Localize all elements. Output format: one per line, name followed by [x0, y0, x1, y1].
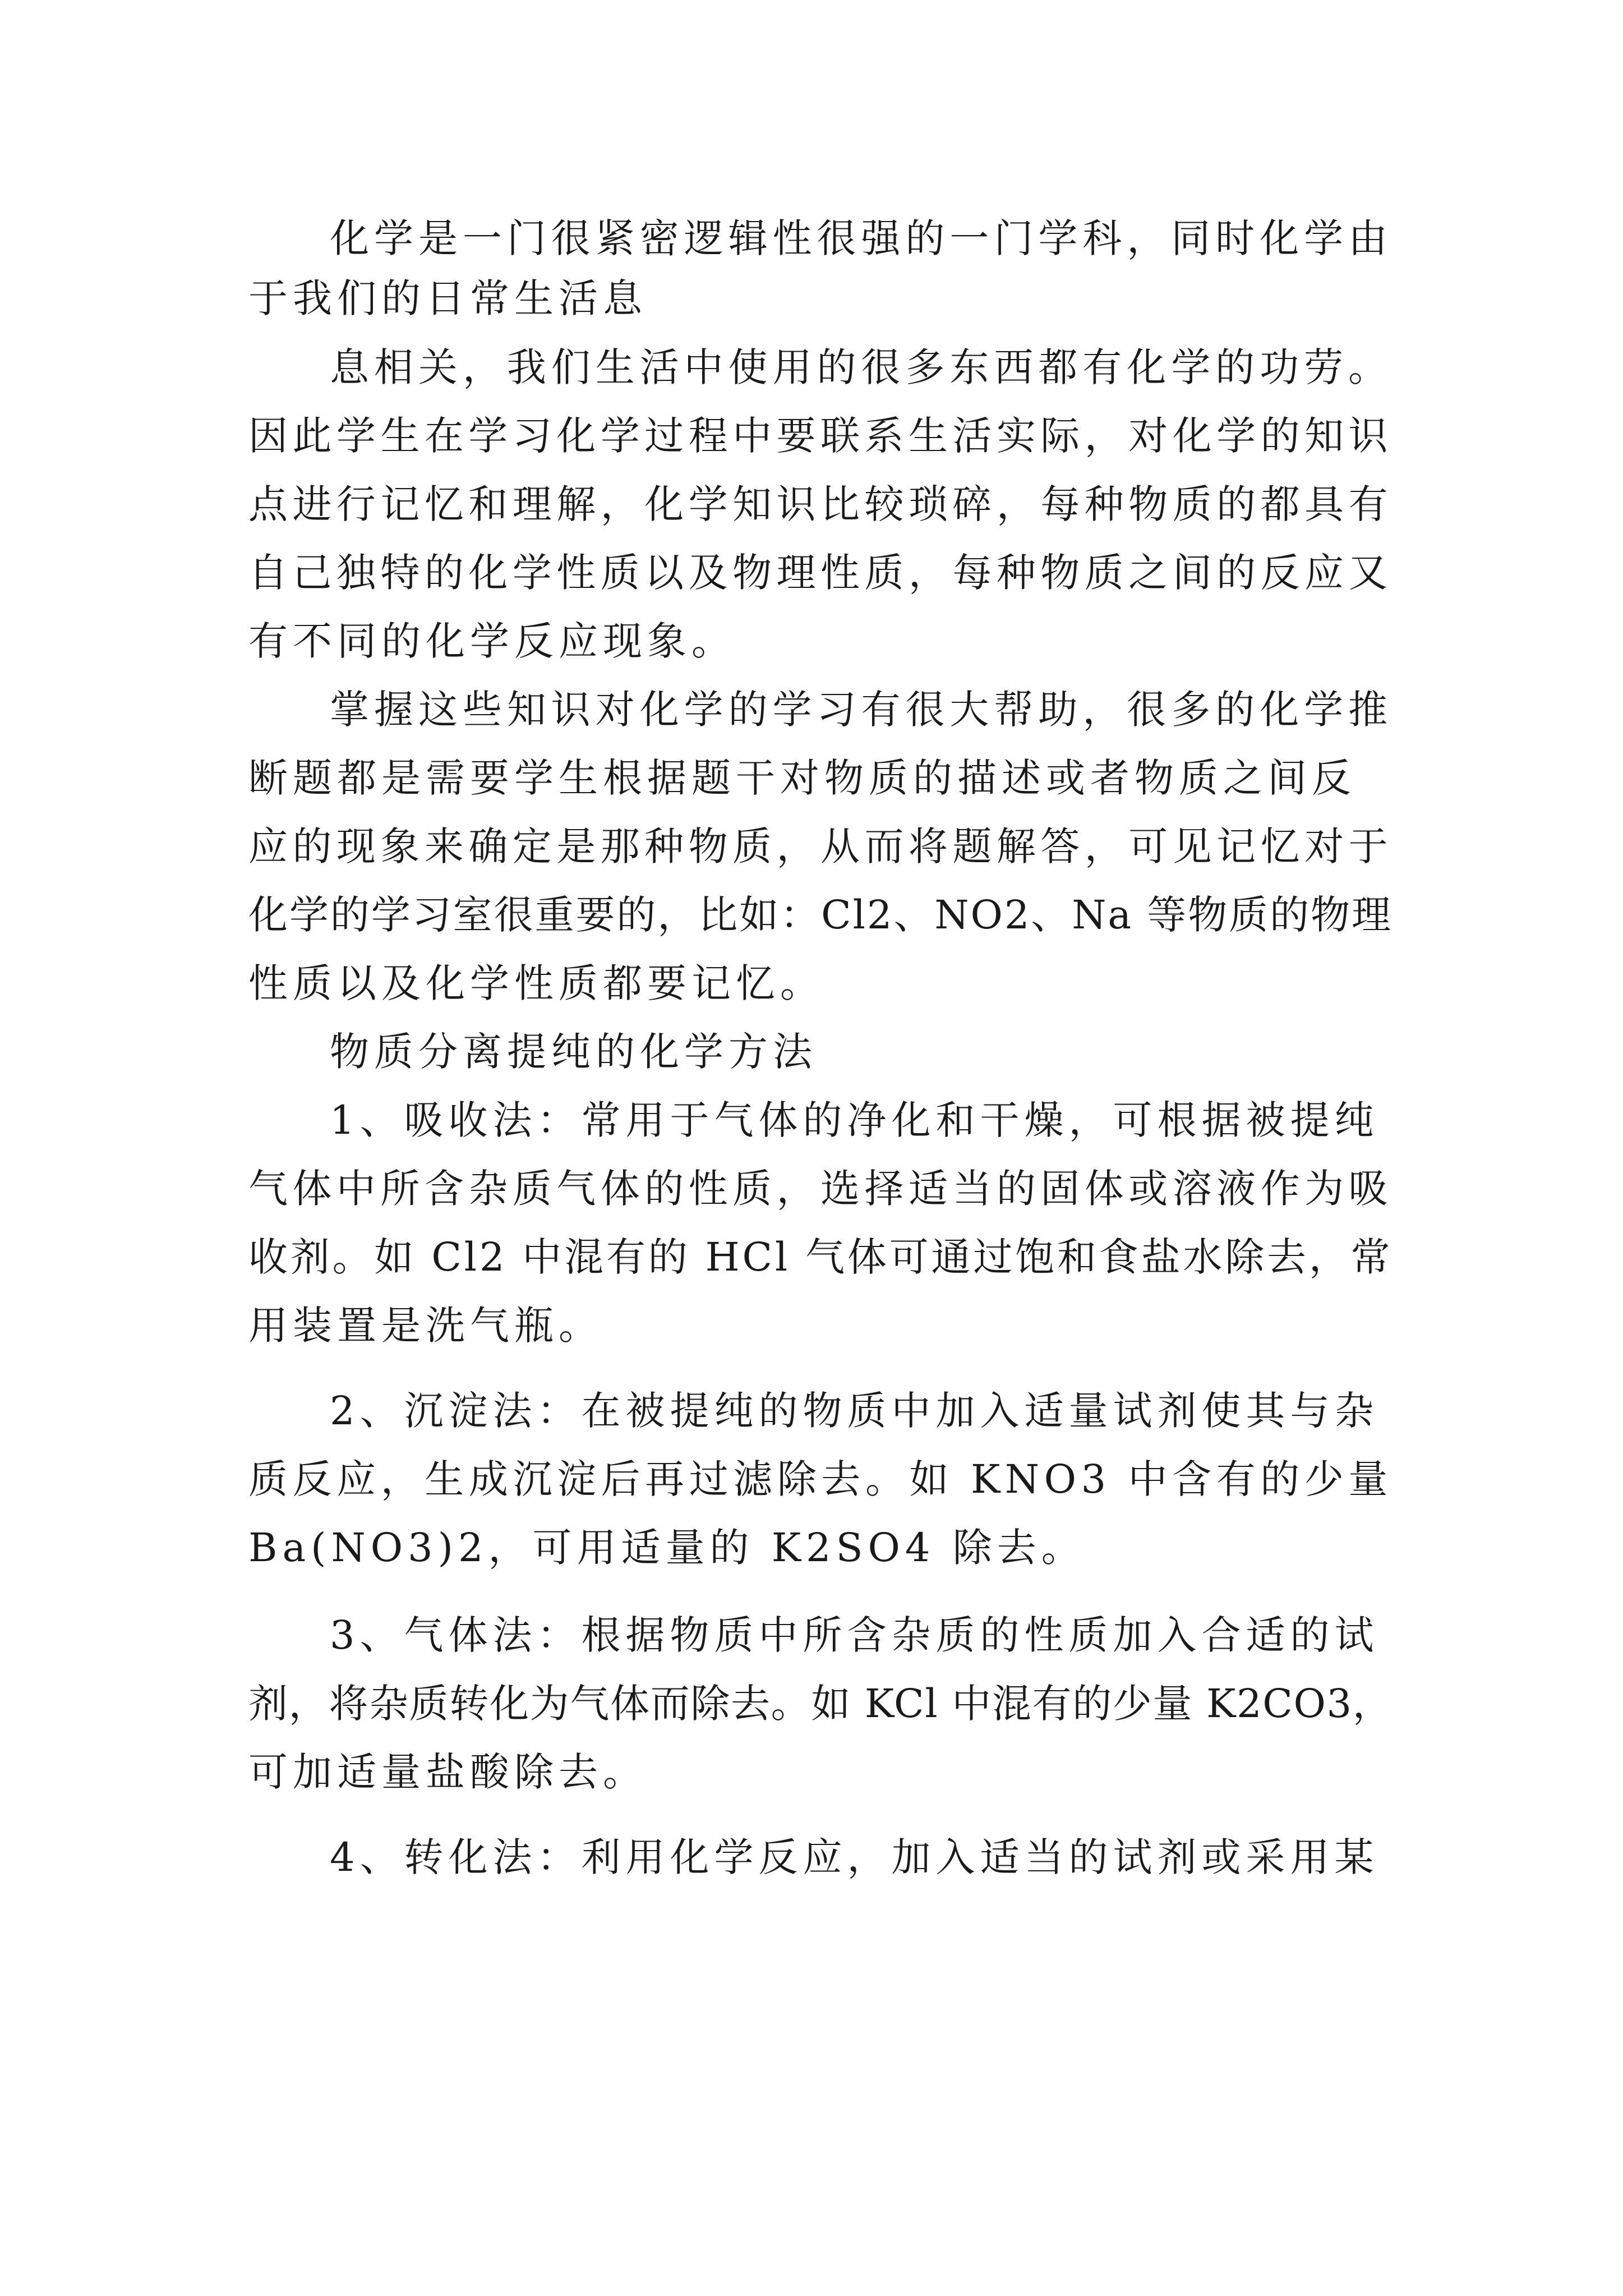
method-1-line-4: 用装置是洗气瓶。 — [248, 1303, 603, 1349]
paragraph-2-line-1: 息相关，我们生活中使用的很多东西都有化学的功劳。 — [330, 344, 1393, 390]
paragraph-2-line-4: 自己独特的化学性质以及物理性质，每种物质之间的反应又 — [248, 550, 1393, 596]
method-1-line-1: 1、吸收法：常用于气体的净化和干燥，可根据被提纯 — [330, 1097, 1379, 1143]
method-2-line-3: Ba(NO3)2，可用适量的 K2SO4 除去。 — [248, 1525, 1086, 1571]
method-1-line-2: 气体中所含杂质气体的性质，选择适当的固体或溶液作为吸 — [248, 1166, 1393, 1212]
method-3-line-1: 3、气体法：根据物质中所含杂质的性质加入合适的试 — [330, 1612, 1379, 1658]
paragraph-3-line-3: 应的现象来确定是那种物质，从而将题解答，可见记忆对于 — [248, 823, 1393, 869]
paragraph-2-line-2: 因此学生在学习化学过程中要联系生活实际，对化学的知识 — [248, 413, 1393, 459]
paragraph-1-line-2: 于我们的日常生活息 — [248, 275, 647, 321]
paragraph-3-line-4: 化学的学习室很重要的，比如：Cl2、NO2、Na 等物质的物理 — [248, 892, 1393, 938]
method-1-line-3: 收剂。如 Cl2 中混有的 HCl 气体可通过饱和食盐水除去，常 — [248, 1234, 1393, 1280]
paragraph-3-line-5: 性质以及化学性质都要记忆。 — [248, 960, 824, 1006]
paragraph-2-line-3: 点进行记忆和理解，化学知识比较琐碎，每种物质的都具有 — [248, 481, 1393, 527]
paragraph-1-line-1: 化学是一门很紧密逻辑性很强的一门学科，同时化学由 — [330, 215, 1393, 261]
paragraph-3-line-2: 断题都是需要学生根据题干对物质的描述或者物质之间反 — [248, 755, 1356, 801]
method-4-line-1: 4、转化法：利用化学反应，加入适当的试剂或采用某 — [330, 1834, 1379, 1880]
paragraph-3-line-1: 掌握这些知识对化学的学习有很大帮助，很多的化学推 — [330, 687, 1393, 733]
method-3-line-3: 可加适量盐酸除去。 — [248, 1749, 647, 1795]
section-heading: 物质分离提纯的化学方法 — [330, 1029, 817, 1075]
method-2-line-1: 2、沉淀法：在被提纯的物质中加入适量试剂使其与杂 — [330, 1388, 1379, 1434]
method-2-line-2: 质反应，生成沉淀后再过滤除去。如 KNO3 中含有的少量 — [248, 1456, 1393, 1502]
method-3-line-2: 剂，将杂质转化为气体而除去。如 KCl 中混有的少量 K2CO3， — [248, 1681, 1393, 1727]
paragraph-2-line-5: 有不同的化学反应现象。 — [248, 618, 736, 664]
